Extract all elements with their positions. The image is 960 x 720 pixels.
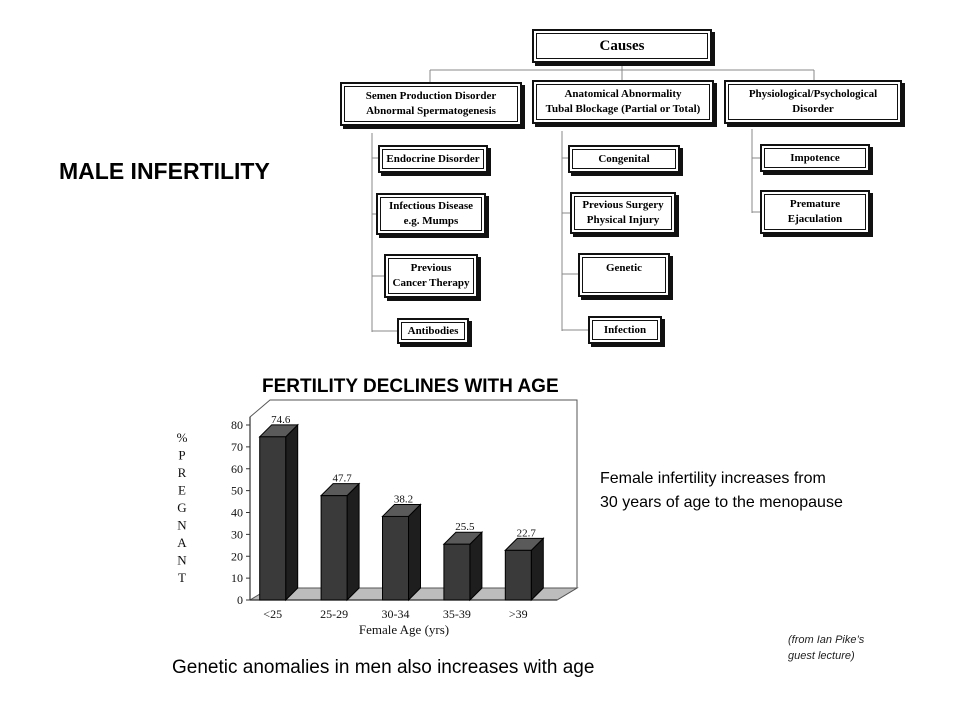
y-axis-title-letter: A xyxy=(177,535,187,550)
bar-side xyxy=(286,425,298,600)
y-tick-label: 30 xyxy=(231,527,243,542)
note-line-1: Female infertility increases from xyxy=(600,470,826,487)
cause-label: Antibodies xyxy=(407,324,459,337)
y-tick-label: 20 xyxy=(231,549,243,564)
cause-label: Genetic xyxy=(605,262,643,274)
y-axis-title-letter: T xyxy=(178,570,186,585)
x-tick-label: <25 xyxy=(263,607,283,621)
x-tick-label: 35-39 xyxy=(442,607,471,621)
y-axis-title-letter: P xyxy=(178,447,186,463)
y-axis-title-letter: E xyxy=(178,482,186,498)
cause-label: Infection xyxy=(603,323,647,336)
footer-text: Genetic anomalies in men also increases with age xyxy=(172,657,595,678)
credit-line-1: (from Ian Pike’s xyxy=(788,634,865,646)
bar-value-label: 25.5 xyxy=(455,521,475,534)
x-tick-label: 30-34 xyxy=(381,607,410,621)
bar-value-label: 22.7 xyxy=(516,527,536,540)
y-axis-title-letter: % xyxy=(176,430,188,445)
y-tick-label: 70 xyxy=(231,439,243,454)
bar-front xyxy=(383,516,409,600)
x-tick-label: 25-29 xyxy=(320,607,349,621)
y-axis-title-letter: N xyxy=(177,517,187,533)
branch-label-line2: Disorder xyxy=(792,103,834,115)
bar-value-label: 38.2 xyxy=(393,493,414,506)
cause-label-line2: Cancer Therapy xyxy=(392,277,470,289)
bar-side xyxy=(347,484,359,600)
branch-label-line2: Abnormal Spermatogenesis xyxy=(366,105,496,117)
branch-label-line1: Anatomical Abnormality xyxy=(564,88,682,101)
bar-value-label: 47.7 xyxy=(332,472,352,485)
causes-root-label: Causes xyxy=(599,37,645,54)
y-axis-title-letter: N xyxy=(177,552,187,568)
branch-label-line1: Semen Production Disorder xyxy=(365,90,497,103)
cause-label-line1: Previous Surgery xyxy=(582,199,664,212)
x-tick-label: >39 xyxy=(508,607,528,621)
y-tick-label: 50 xyxy=(231,483,243,498)
credit-line-2: guest lecture) xyxy=(788,650,855,662)
bar-front xyxy=(505,550,531,600)
branch-label-line1: Physiological/Psychological xyxy=(748,88,878,101)
bar-25-29 xyxy=(321,473,359,600)
cause-label-line1: Previous xyxy=(410,262,452,275)
cause-label: Impotence xyxy=(790,151,840,164)
y-tick-label: 80 xyxy=(231,418,243,432)
y-tick-label: 40 xyxy=(231,505,243,520)
page-title: MALE INFERTILITY xyxy=(59,158,270,184)
branch-label-line2: Tubal Blockage (Partial or Total) xyxy=(545,103,701,115)
y-axis-title-letter: G xyxy=(177,500,187,515)
cause-label-line2: Ejaculation xyxy=(787,213,843,225)
bar-front xyxy=(321,496,347,600)
cause-label: Endocrine Disorder xyxy=(386,152,480,165)
bar-front xyxy=(444,544,470,600)
chart-heading: FERTILITY DECLINES WITH AGE xyxy=(262,376,559,397)
y-tick-label: 10 xyxy=(231,571,243,586)
y-tick-label: 0 xyxy=(237,593,243,607)
note-line-2: 30 years of age to the menopause xyxy=(600,494,843,511)
bar-front xyxy=(260,437,286,600)
cause-label-line1: Premature xyxy=(789,198,841,211)
cause-label-line1: Infectious Disease xyxy=(388,200,474,213)
y-axis-title-letter: R xyxy=(177,465,187,480)
x-axis-title: Female Age (yrs) xyxy=(358,622,450,637)
bar-side xyxy=(409,504,421,600)
cause-label: Congenital xyxy=(598,152,650,165)
cause-label-line2: e.g. Mumps xyxy=(403,215,459,227)
y-tick-label: 60 xyxy=(231,461,243,476)
bar-<25 xyxy=(260,414,298,600)
bar-value-label: 74.6 xyxy=(271,413,291,426)
cause-label-line2: Physical Injury xyxy=(586,214,660,226)
